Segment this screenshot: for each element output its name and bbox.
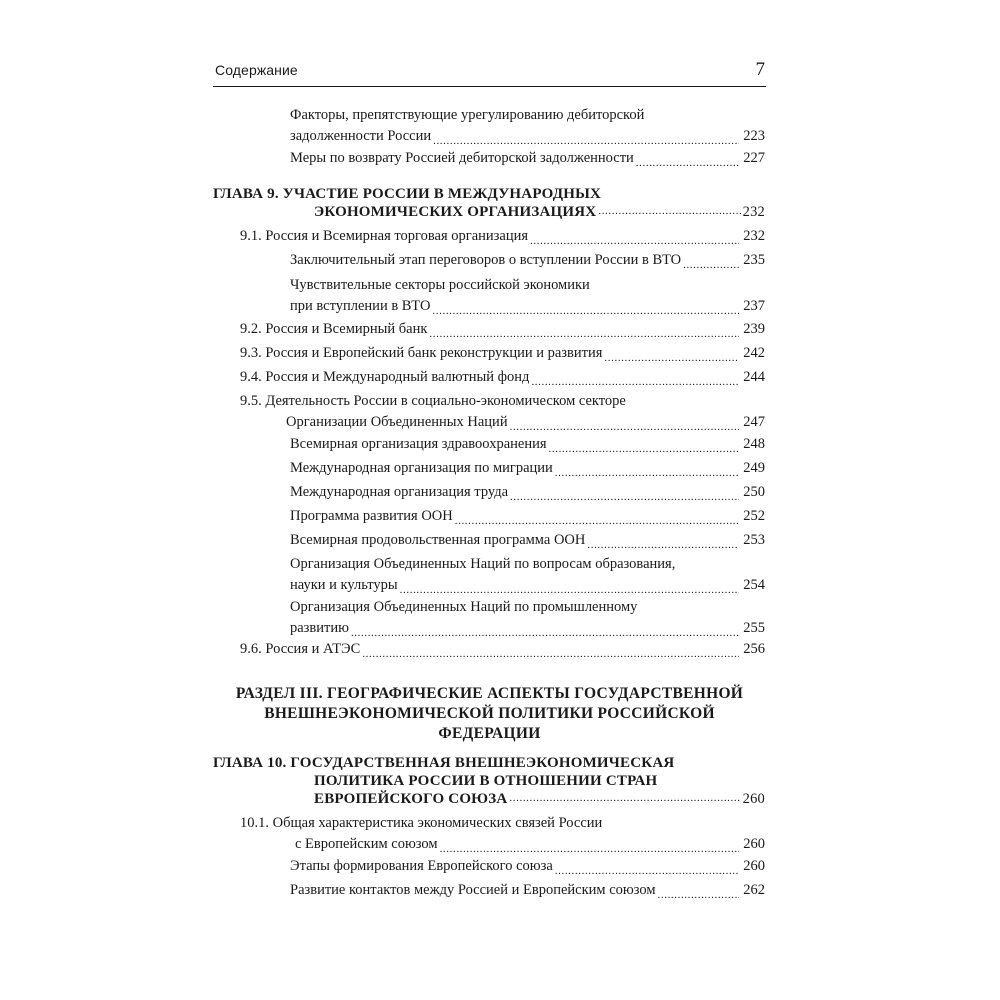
toc-entry-text: Организация Объединенных Наций по вопросам образования, xyxy=(290,556,676,572)
toc-entry[interactable] xyxy=(290,554,765,596)
toc-entry-text: 9.2. Россия и Всемирный банк xyxy=(240,321,428,337)
chapter-title-line: ЕВРОПЕЙСКОГО СОЮЗА xyxy=(314,791,508,807)
toc-entry-text: Чувствительные секторы российской экономики xyxy=(290,277,590,293)
chapter-title-line: ПОЛИТИКА РОССИИ В ОТНОШЕНИИ СТРАН xyxy=(314,773,658,789)
toc-page-number: 249 xyxy=(743,460,765,476)
running-header-title: Содержание xyxy=(215,62,298,78)
toc-entry[interactable] xyxy=(290,506,765,527)
dot-leader xyxy=(510,416,739,430)
toc-entry-text: 9.3. Россия и Европейский банк реконструкции и развития xyxy=(240,345,603,361)
toc-entry-text: Организация Объединенных Наций по промышленному xyxy=(290,599,638,615)
toc-page-number: 253 xyxy=(743,532,765,548)
toc-entry[interactable] xyxy=(290,148,765,169)
toc-page-number: 232 xyxy=(743,228,765,244)
toc-entry[interactable] xyxy=(240,343,765,364)
toc-entry-text: 9.1. Россия и Всемирная торговая организация xyxy=(240,228,529,244)
toc-page-number: 255 xyxy=(743,620,765,636)
toc-entry-text: Этапы формирования Европейского союза xyxy=(290,858,553,874)
chapter-heading[interactable] xyxy=(213,185,765,221)
toc-page-number: 256 xyxy=(743,641,765,657)
dot-leader xyxy=(555,462,739,476)
toc-entry[interactable] xyxy=(290,530,765,551)
toc-page-number: 260 xyxy=(743,858,765,874)
toc-entry[interactable] xyxy=(240,639,765,660)
dot-leader xyxy=(362,643,739,657)
dot-leader xyxy=(400,579,739,593)
page-number: 7 xyxy=(755,59,765,80)
toc-entry-text: 10.1. Общая характеристика экономических связей России xyxy=(240,815,603,831)
chapter-heading[interactable] xyxy=(213,754,765,808)
toc-page-number: 260 xyxy=(743,836,765,852)
toc-entry[interactable] xyxy=(290,105,765,147)
dot-leader xyxy=(440,838,739,852)
toc-page-number: 223 xyxy=(743,128,765,144)
toc-page-number: 260 xyxy=(742,791,765,807)
toc-page-number: 254 xyxy=(743,577,765,593)
dot-leader xyxy=(587,534,739,548)
toc-entry[interactable] xyxy=(290,880,765,901)
toc-entry[interactable] xyxy=(240,319,765,340)
dot-leader xyxy=(432,300,739,314)
toc-entry-text: Программа развития ООН xyxy=(290,508,453,524)
dot-leader xyxy=(509,788,740,802)
toc-entry-text: Международная организация труда xyxy=(290,484,509,500)
toc-entry[interactable] xyxy=(290,250,765,271)
toc-page-number: 248 xyxy=(743,436,765,452)
toc-page-number: 235 xyxy=(743,252,765,268)
toc-entry[interactable] xyxy=(290,597,765,639)
dot-leader xyxy=(531,371,739,385)
toc-page-number: 239 xyxy=(743,321,765,337)
toc-entry-text: с Европейским союзом xyxy=(295,836,438,852)
chapter-title-line: ГЛАВА 9. УЧАСТИЕ РОССИИ В МЕЖДУНАРОДНЫХ xyxy=(213,186,602,202)
toc-entry-text: 9.5. Деятельность России в социально-экономическом секторе xyxy=(240,393,626,409)
dot-leader xyxy=(604,347,739,361)
dot-leader xyxy=(549,438,739,452)
toc-entry-text: развитию xyxy=(290,620,349,636)
section-heading[interactable] xyxy=(213,684,766,744)
dot-leader xyxy=(455,510,739,524)
toc-entry-text: Заключительный этап переговоров о вступлении России в ВТО xyxy=(290,252,682,268)
toc-entry-text: 9.6. Россия и АТЭС xyxy=(240,641,361,657)
toc-entry-text: Организации Объединенных Наций xyxy=(286,414,508,430)
dot-leader xyxy=(433,130,739,144)
dot-leader xyxy=(530,230,739,244)
toc-page-number: 262 xyxy=(743,882,765,898)
chapter-title-line: ЭКОНОМИЧЕСКИХ ОРГАНИЗАЦИЯХ xyxy=(314,204,597,220)
toc-page-number: 247 xyxy=(743,414,765,430)
toc-page-number: 232 xyxy=(742,204,765,220)
toc-entry[interactable] xyxy=(240,226,765,247)
dot-leader xyxy=(429,323,739,337)
toc-entry[interactable] xyxy=(290,458,765,479)
header-rule xyxy=(213,86,766,87)
section-title-line: ВНЕШНЕЭКОНОМИЧЕСКОЙ ПОЛИТИКИ РОССИЙСКОЙ ФЕДЕРАЦИИ xyxy=(264,705,715,742)
toc-entry[interactable] xyxy=(240,367,765,388)
toc-page-number: 250 xyxy=(743,484,765,500)
toc-entry-text: задолженности России xyxy=(290,128,432,144)
toc-entry[interactable] xyxy=(290,482,765,503)
toc-entry-text: Развитие контактов между Россией и Европейским союзом xyxy=(290,882,656,898)
dot-leader xyxy=(636,152,739,166)
toc-entry-text: Всемирная продовольственная программа ООН xyxy=(290,532,586,548)
toc-page-number: 244 xyxy=(743,369,765,385)
dot-leader xyxy=(658,884,739,898)
toc-entry-text: Международная организация по миграции xyxy=(290,460,553,476)
toc-entry[interactable] xyxy=(240,391,765,433)
dot-leader xyxy=(555,860,739,874)
toc-entry-text: Всемирная организация здравоохранения xyxy=(290,436,547,452)
toc-page-number: 242 xyxy=(743,345,765,361)
toc-entry-text: 9.4. Россия и Международный валютный фонд xyxy=(240,369,530,385)
toc-entry-text: науки и культуры xyxy=(290,577,398,593)
toc-entry-text: Меры по возврату Россией дебиторской задолженности xyxy=(290,150,634,166)
toc-entry[interactable] xyxy=(290,856,765,877)
dot-leader xyxy=(598,201,740,215)
toc-page-number: 237 xyxy=(743,298,765,314)
dot-leader xyxy=(351,622,739,636)
toc-entry[interactable] xyxy=(290,275,765,317)
toc-entry-text: Факторы, препятствующие урегулированию дебиторской xyxy=(290,107,645,123)
toc-entry[interactable] xyxy=(290,434,765,455)
toc-page-number: 252 xyxy=(743,508,765,524)
toc-page-number: 227 xyxy=(743,150,765,166)
chapter-title-line: ГЛАВА 10. ГОСУДАРСТВЕННАЯ ВНЕШНЕЭКОНОМИЧЕСКАЯ xyxy=(213,755,675,771)
section-title-line: РАЗДЕЛ III. ГЕОГРАФИЧЕСКИЕ АСПЕКТЫ ГОСУДАРСТВЕННОЙ xyxy=(235,685,744,702)
dot-leader xyxy=(683,254,739,268)
dot-leader xyxy=(510,486,739,500)
toc-entry[interactable] xyxy=(240,813,765,855)
toc-entry-text: при вступлении в ВТО xyxy=(290,298,431,314)
